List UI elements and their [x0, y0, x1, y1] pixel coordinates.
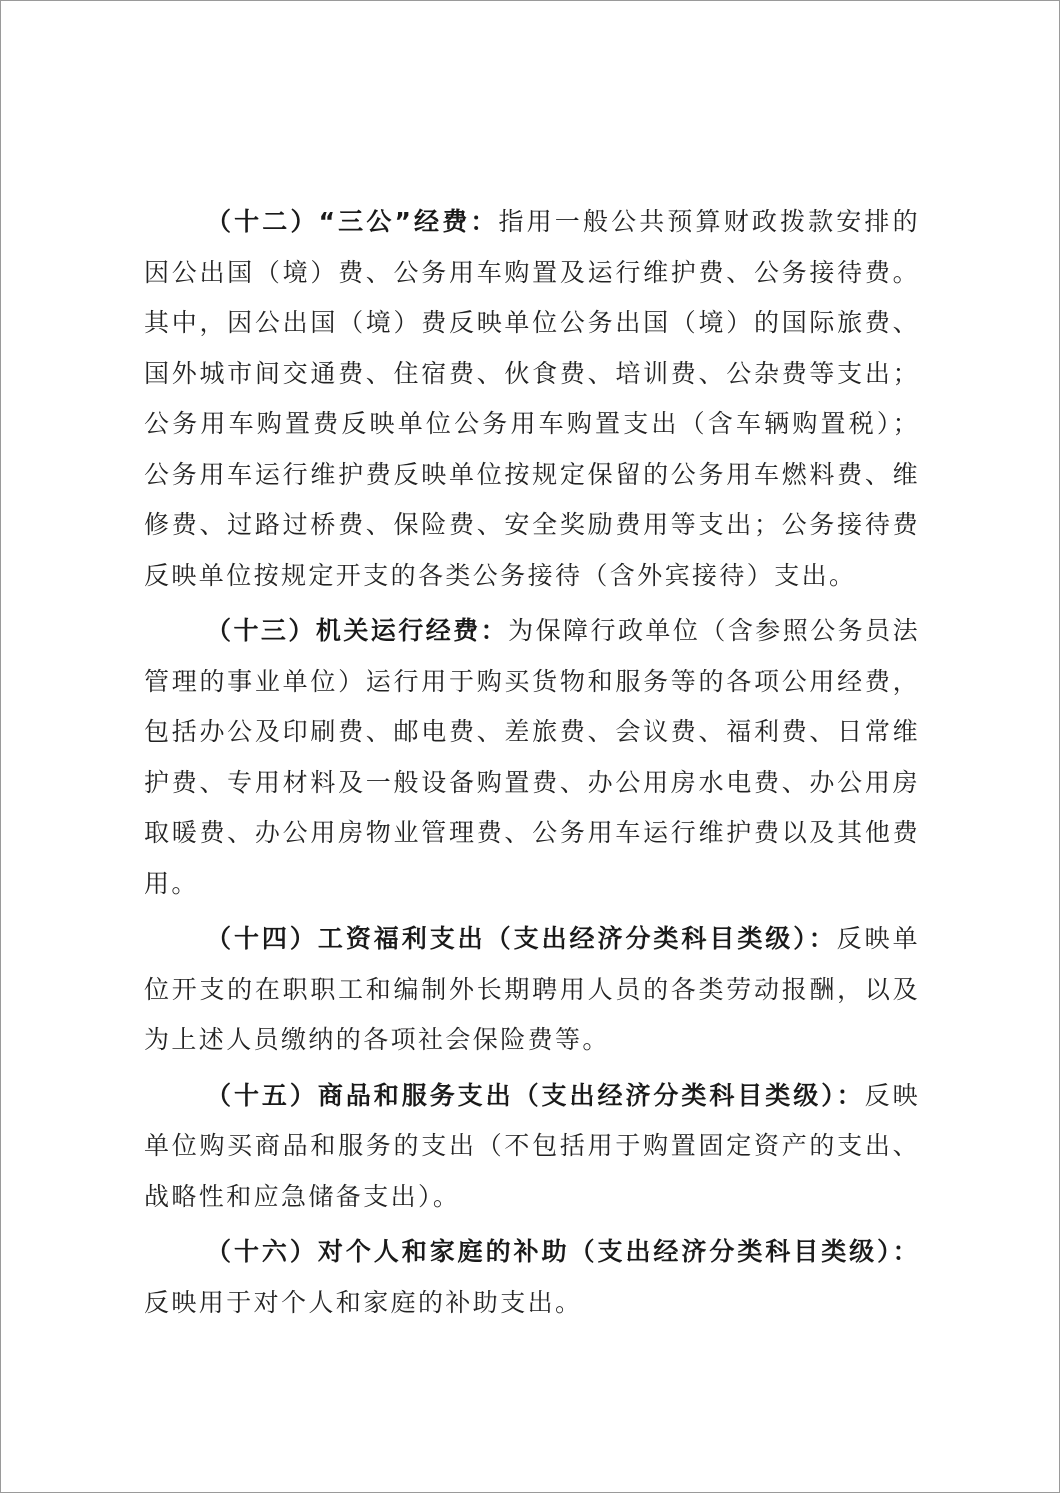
paragraph-12-body: 指用一般公共预算财政拨款安排的因公出国（境）费、公务用车购置及运行维护费、公务接待费。其中，因公出国（境）费反映单位公务出国（境）的国际旅费、国外城市间交通费、住宿费、伙食费、培训费、公杂费等支出；公务用车购置费反映单位公务用车购置支出（含车辆购置税）；公务用车运行维护费反映单位按规定保留的公务用车燃料费、维修费、过路过桥费、保险费、安全奖励费用等支出；公务接待费反映单位按规定开支的各类公务接待（含外宾接待）支出。 [144, 207, 920, 590]
paragraph-16-body: 反映用于对个人和家庭的补助支出。 [144, 1287, 583, 1317]
paragraph-16 [144, 1227, 920, 1328]
paragraph-13-body: 为保障行政单位（含参照公务员法管理的事业单位）运行用于购买货物和服务等的各项公用经费，包括办公及印刷费、邮电费、差旅费、会议费、福利费、日常维护费、专用材料及一般设备购置费、办公用房水电费、办公用房取暖费、办公用房物业管理费、公务用车运行维护费以及其他费用。 [144, 616, 920, 898]
document-body [144, 197, 920, 1333]
paragraph-15 [144, 1071, 920, 1223]
paragraph-12 [144, 197, 920, 601]
paragraph-14-body: 反映单位开支的在职职工和编制外长期聘用人员的各类劳动报酬，以及为上述人员缴纳的各项社会保险费等。 [144, 924, 920, 1054]
paragraph-13-heading: （十三）机关运行经费： [206, 616, 509, 645]
paragraph-14 [144, 914, 920, 1066]
paragraph-16-heading: （十六）对个人和家庭的补助（支出经济分类科目类级）： [206, 1237, 920, 1266]
paragraph-12-heading: （十二）“三公”经费： [206, 207, 499, 236]
paragraph-13 [144, 606, 920, 909]
paragraph-15-body: 反映单位购买商品和服务的支出（不包括用于购置固定资产的支出、战略性和应急储备支出）。 [144, 1080, 920, 1211]
paragraph-14-heading: （十四）工资福利支出（支出经济分类科目类级）： [206, 924, 837, 953]
paragraph-15-heading: （十五）商品和服务支出（支出经济分类科目类级）： [206, 1080, 865, 1110]
